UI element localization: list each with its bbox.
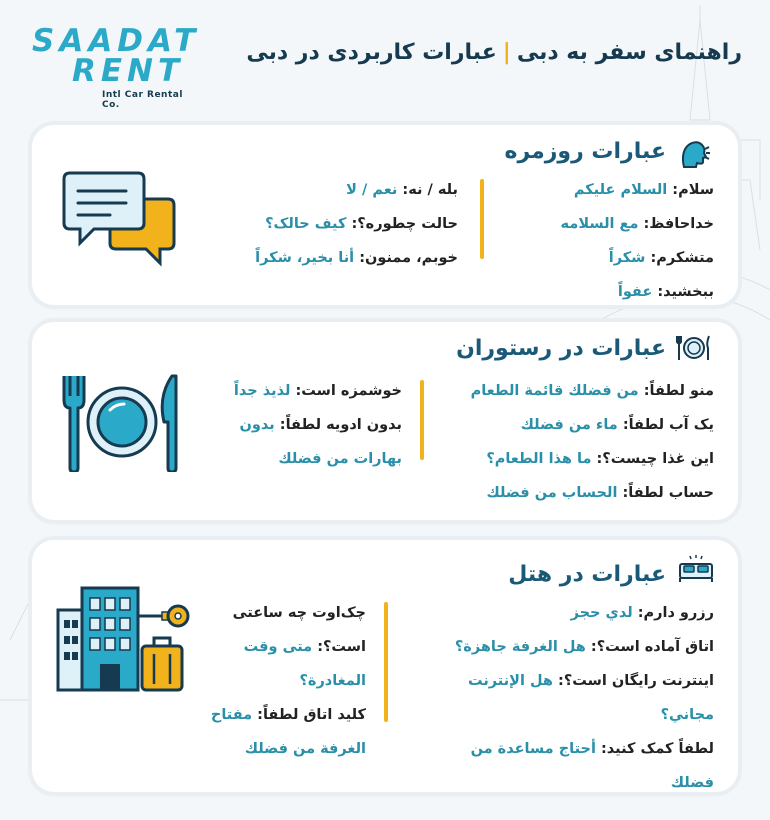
phrase-row <box>561 173 714 207</box>
phrase-row <box>455 766 714 800</box>
plate-fork-knife-icon <box>56 372 186 472</box>
phrase-row <box>455 698 714 732</box>
restaurant-right-column <box>471 374 714 510</box>
arabic-phrase: متى وقت <box>243 639 318 655</box>
plate-cutlery-icon <box>676 332 712 364</box>
phrase-row <box>561 207 714 241</box>
persian-phrase: سلام: <box>672 182 714 198</box>
phrase-row <box>455 630 714 664</box>
arabic-phrase: هل الغرفة جاهزة؟ <box>454 639 591 655</box>
persian-phrase: یک آب لطفاً: <box>622 417 714 433</box>
phrase-row <box>455 664 714 698</box>
arabic-phrase: مفتاح <box>210 707 258 723</box>
phrase-row <box>455 732 714 766</box>
page-title <box>246 40 742 65</box>
arabic-phrase: شکراً <box>608 250 651 266</box>
persian-phrase: اینترنت رایگان است؟: <box>558 673 714 689</box>
phrase-row <box>234 374 402 408</box>
arabic-phrase: أنا بخیر، شكراً <box>255 250 360 266</box>
arabic-phrase: بدون <box>239 417 280 433</box>
arabic-phrase: لذیذ جداً <box>233 383 296 399</box>
phrase-row <box>211 698 366 732</box>
header <box>0 0 770 115</box>
persian-phrase: بله / نه: <box>402 182 458 198</box>
phrase-row <box>471 442 714 476</box>
persian-phrase: خوبم، ممنون: <box>359 250 458 266</box>
hotel-title: عبارات در هتل <box>508 562 666 587</box>
arabic-phrase: بهارات من فضلك <box>278 451 402 467</box>
phrase-row <box>234 408 402 442</box>
arabic-phrase: الحساب من فضلك <box>486 485 623 501</box>
persian-phrase: حالت چطوره؟: <box>351 216 458 232</box>
phrase-row <box>561 241 714 275</box>
daily-right-column <box>561 173 714 309</box>
persian-phrase: منو لطفاً: <box>643 383 714 399</box>
hotel-left-column <box>211 596 366 766</box>
persian-phrase: کلید اتاق لطفاً: <box>257 707 366 723</box>
arabic-phrase: نعم / لا <box>346 182 403 198</box>
brand-logo[interactable] <box>32 23 202 110</box>
phrase-row <box>471 476 714 510</box>
chat-bubbles-icon <box>60 167 180 267</box>
daily-phrases-card <box>32 125 738 305</box>
phrase-row <box>234 442 402 476</box>
title-separator: | <box>502 40 511 65</box>
arabic-phrase: ما هذا الطعام؟ <box>486 451 597 467</box>
hotel-building-icon <box>54 584 194 694</box>
arabic-phrase: فضلك <box>670 775 714 791</box>
phrase-row <box>561 275 714 309</box>
persian-phrase: چک‌اوت چه ساعتی <box>232 605 366 621</box>
arabic-phrase: مجاني؟ <box>660 707 714 723</box>
arabic-phrase: الغرفة من فضلك <box>244 741 366 757</box>
arabic-phrase: مع السلامه <box>560 216 644 232</box>
arabic-phrase: أحتاج مساعدة من <box>470 741 601 757</box>
brand-line-1: SAADAT <box>32 23 201 59</box>
persian-phrase: خداحافظ: <box>643 216 714 232</box>
title-part-2: عبارات کاربردی در دبی <box>246 40 497 65</box>
persian-phrase: این غذا چیست؟: <box>596 451 714 467</box>
restaurant-left-column <box>234 374 402 476</box>
arabic-phrase: لدي حجز <box>570 605 638 621</box>
restaurant-title: عبارات در رستوران <box>456 336 666 361</box>
persian-phrase: متشکرم: <box>650 250 714 266</box>
phrase-row <box>211 596 366 630</box>
persian-phrase: است؟: <box>317 639 366 655</box>
brand-tagline: Intl Car Rental Co. <box>102 90 183 110</box>
divider-bar <box>384 602 388 722</box>
hotel-bed-icon <box>676 554 716 584</box>
persian-phrase: حساب لطفاً: <box>622 485 714 501</box>
brand-line-2: RENT <box>72 53 185 89</box>
arabic-phrase: ماء من فضلك <box>520 417 623 433</box>
phrase-row <box>211 664 366 698</box>
hotel-card <box>32 540 738 792</box>
phrase-row <box>471 374 714 408</box>
persian-phrase: خوشمزه است: <box>295 383 402 399</box>
arabic-phrase: کیف حالک؟ <box>265 216 352 232</box>
phrase-row <box>255 207 458 241</box>
persian-phrase: رزرو دارم: <box>637 605 714 621</box>
phrase-row <box>211 630 366 664</box>
phrase-row <box>255 173 458 207</box>
persian-phrase: بدون ادویه لطفاً: <box>279 417 402 433</box>
arabic-phrase: السلام علیکم <box>573 182 673 198</box>
speaking-head-icon <box>678 137 712 171</box>
divider-bar <box>420 380 424 460</box>
divider-bar <box>480 179 484 259</box>
title-part-1: راهنمای سفر به دبی <box>516 40 742 65</box>
arabic-phrase: عفواً <box>617 284 658 300</box>
persian-phrase: لطفاً کمک کنید: <box>601 741 714 757</box>
phrase-row <box>211 732 366 766</box>
phrase-row <box>255 241 458 275</box>
daily-title: عبارات روزمره <box>504 139 666 164</box>
restaurant-card <box>32 322 738 520</box>
hotel-right-column <box>455 596 714 800</box>
persian-phrase: اتاق آماده است؟: <box>590 639 714 655</box>
phrase-row <box>471 408 714 442</box>
arabic-phrase: المغادرة؟ <box>299 673 366 689</box>
daily-left-column <box>255 173 458 275</box>
phrase-row <box>455 596 714 630</box>
arabic-phrase: من فضلك قائمة الطعام <box>470 383 644 399</box>
persian-phrase: ببخشید: <box>657 284 714 300</box>
arabic-phrase: هل الإنترنت <box>467 673 559 689</box>
